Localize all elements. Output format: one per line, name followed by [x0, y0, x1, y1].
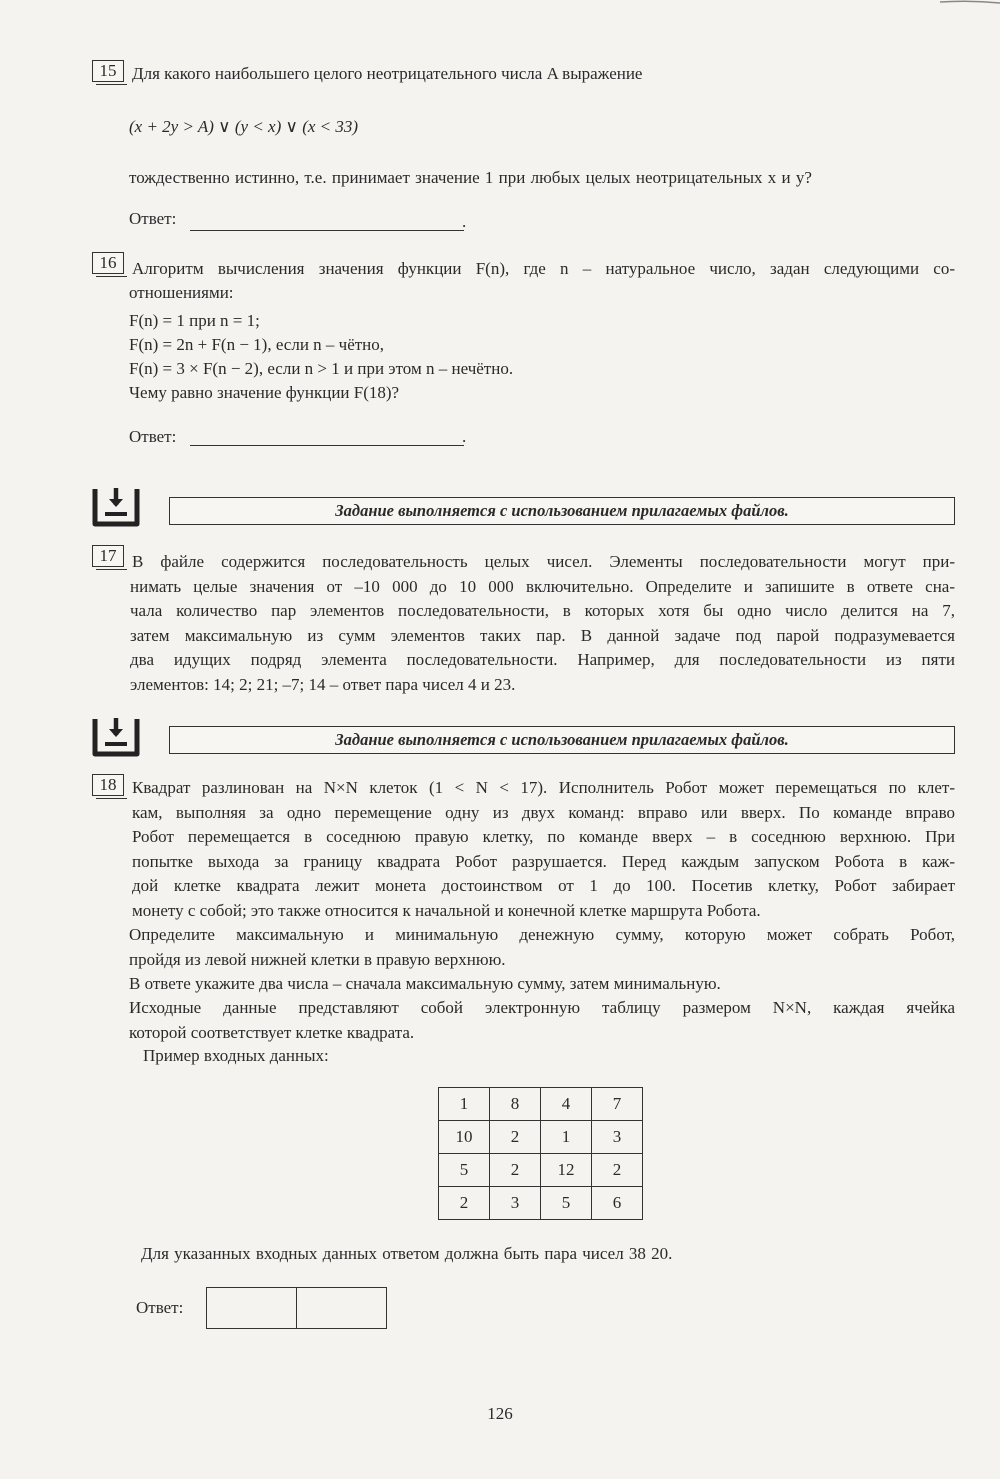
- q16-line-1: Алгоритм вычисления значения функции F(n), где n – натуральное число, задан следующими со-: [132, 259, 955, 278]
- grid-cell: 8: [490, 1088, 541, 1121]
- q18-line: Робот перемещается в соседнюю правую клетку, по команде вверх – в соседнюю верхнюю. При: [132, 827, 955, 846]
- q18-answer-max-field[interactable]: [206, 1287, 297, 1329]
- grid-row: [439, 1154, 643, 1187]
- grid-cell: 1: [439, 1088, 490, 1121]
- grid-cell: 12: [541, 1154, 592, 1187]
- q17-text: [132, 550, 955, 697]
- example-input-grid: [438, 1087, 643, 1220]
- q15-intro: Для какого наибольшего целого неотрицательного числа A выражение: [132, 64, 643, 83]
- q18-line: попытке выхода за границу квадрата Робот разрушается. Перед каждым запуском Робота в каж-: [132, 851, 955, 871]
- q16-answer-label: Ответ:: [129, 427, 177, 446]
- question-number-18: 18: [92, 774, 124, 796]
- q16-line-2: отношениями:: [129, 283, 234, 302]
- question-number-15: 15: [92, 60, 124, 82]
- q17-line: В файле содержится последовательность целых чисел. Элементы последовательности могут при-: [132, 552, 955, 571]
- q16-rule-1: F(n) = 1 при n = 1;: [129, 311, 260, 330]
- q18-para2-line: Определите максимальную и минимальную денежную сумму, которую может собрать Робот,: [129, 925, 955, 944]
- q17-line: затем максимальную из сумм элементов таких пар. В данной задаче под парой подразумевается: [130, 625, 955, 645]
- q18-example-label: Пример входных данных:: [143, 1046, 329, 1065]
- q17-line: элементов: 14; 2; 21; –7; 14 – ответ пара чисел 4 и 23.: [130, 674, 516, 694]
- q17-line: два идущих подряд элемента последовательности. Например, для последовательности из пяти: [130, 650, 955, 669]
- q15-answer-dot: .: [462, 212, 467, 231]
- q18-para-4: [129, 996, 955, 1045]
- grid-cell: 5: [541, 1187, 592, 1220]
- q18-para4-line: Исходные данные представляют собой электронную таблицу размером N×N, каждая ячейка: [129, 998, 955, 1017]
- q18-answer-min-field[interactable]: [297, 1287, 387, 1329]
- q17-line: нимать целые значения от –10 000 до 10 000 включительно. Определите и запишите в ответе сна-: [130, 576, 955, 596]
- q18-para4-line: которой соответствует клетке квадрата.: [129, 1022, 415, 1042]
- grid-cell: 5: [439, 1154, 490, 1187]
- q15-answer-field[interactable]: [190, 230, 464, 231]
- q18-line: монету с собой; это также относится к начальной и конечной клетке маршрута Робота.: [132, 900, 761, 920]
- q16-rule-2: F(n) = 2n + F(n − 1), если n – чётно,: [129, 335, 385, 354]
- grid-cell: 7: [592, 1088, 643, 1121]
- grid-row: [439, 1088, 643, 1121]
- download-file-icon: [92, 716, 140, 758]
- q18-line: кам, выполняя за одно перемещение одну из двух команд: вправо или вверх. По команде вправо: [132, 802, 955, 822]
- grid-cell: 4: [541, 1088, 592, 1121]
- q16-question: Чему равно значение функции F(18)?: [129, 383, 400, 402]
- q18-line: дой клетке квадрата лежит монета достоинством от 1 до 100. Посетив клетку, Робот забирает: [132, 876, 955, 895]
- grid-cell: 2: [592, 1154, 643, 1187]
- q15-condition: тождественно истинно, т.е. принимает значение 1 при любых целых неотрицательных x и y?: [129, 168, 812, 187]
- download-file-icon: [92, 486, 140, 528]
- attached-files-banner-2: Задание выполняется с использованием прилагаемых файлов.: [169, 726, 955, 754]
- attached-files-banner-1: Задание выполняется с использованием прилагаемых файлов.: [169, 497, 955, 525]
- grid-row: [439, 1121, 643, 1154]
- grid-cell: 3: [592, 1121, 643, 1154]
- q18-answer-boxes: [206, 1287, 387, 1329]
- scan-corner-mark: [940, 0, 1000, 8]
- grid-cell: 2: [490, 1154, 541, 1187]
- q18-result-text: Для указанных входных данных ответом должна быть пара чисел 38 20.: [141, 1244, 673, 1263]
- q18-para-2: [129, 923, 955, 972]
- q16-answer-dot: .: [462, 427, 467, 446]
- grid-cell: 2: [490, 1121, 541, 1154]
- grid-cell: 1: [541, 1121, 592, 1154]
- q18-text: [132, 776, 955, 923]
- grid-cell: 6: [592, 1187, 643, 1220]
- q16-rule-3: F(n) = 3 × F(n − 2), если n > 1 и при этом n – нечётно.: [129, 359, 514, 378]
- q18-para-3: В ответе укажите два числа – сначала максимальную сумму, затем минимальную.: [129, 974, 721, 993]
- grid-cell: 10: [439, 1121, 490, 1154]
- page-number: 126: [487, 1404, 513, 1423]
- q16-answer-field[interactable]: [190, 445, 464, 446]
- grid-cell: 2: [439, 1187, 490, 1220]
- q18-para2-line: пройдя из левой нижней клетки в правую верхнюю.: [129, 949, 506, 969]
- grid-cell: 3: [490, 1187, 541, 1220]
- question-number-16: 16: [92, 252, 124, 274]
- question-number-17: 17: [92, 545, 124, 567]
- q15-answer-label: Ответ:: [129, 209, 177, 228]
- grid-row: [439, 1187, 643, 1220]
- q15-formula: (x + 2y > A) ∨ (y < x) ∨ (x < 33): [129, 117, 359, 136]
- q18-answer-label: Ответ:: [136, 1298, 184, 1317]
- q18-line: Квадрат разлинован на N×N клеток (1 < N < 17). Исполнитель Робот может перемещаться по клет-: [132, 778, 955, 797]
- q17-line: чала количество пар элементов последовательности, в которых хотя бы одно число делится на 7,: [130, 601, 955, 620]
